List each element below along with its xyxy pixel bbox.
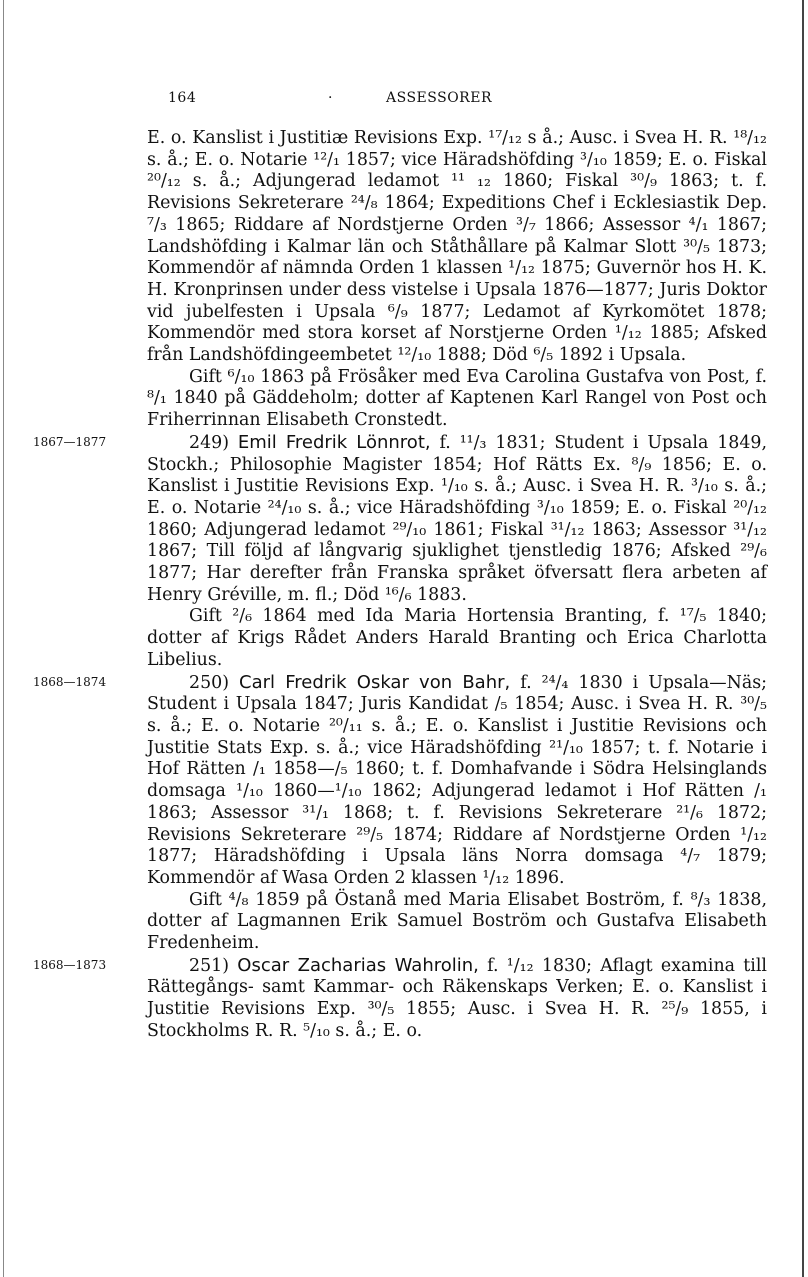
entry-249	[33, 431, 767, 607]
header-dot: ·	[328, 90, 333, 106]
continuation-marriage: Gift ⁶/₁₀ 1863 på Frösåker med Eva Carolina Gustafva von Post, f. ⁸/₁ 1840 på Gäddeholm; dotter af Kaptenen Karl Rangel von Post och Friherrinnan Elisabeth Cronstedt.	[147, 366, 767, 431]
entry-number: 251)	[189, 955, 229, 976]
entry-name: Carl Fredrik Oskar von Bahr,	[239, 671, 511, 693]
page-header	[168, 90, 588, 110]
entry-number: 250)	[189, 672, 229, 693]
entry-name: Emil Fredrik Lönnrot,	[237, 431, 431, 453]
entry-text: f. ¹¹/₃ 1831; Student i Upsala 1849, Stockh.; Philosophie Magister 1854; Hof Rätts Ex. ⁸/₉ 1856; E. o. Kanslist i Justitie Revisions Exp. ¹/₁₀ s. å.; Ausc. i Svea H. R. ³/₁₀ s. å.; E. o. Notarie ²⁴/₁₀ s. å.; vice Häradshöfding ³/₁₀ 1859; E. o. Fiskal ²⁰/₁₂ 1860; Adjungerad ledamot ²⁹/₁₀ 1861; Fiskal ³¹/₁₂ 1863; Assessor ³¹/₁₂ 1867; Till följd af långvarig sjuklighet tjenstledig 1876; Afsked ²⁹/₆ 1877; Har derefter från Franska språket öfversatt flera arbeten af Henry Gréville, m. fl.; Död ¹⁶/₆ 1883.	[147, 432, 767, 605]
page-number: 164	[168, 90, 197, 106]
entry-text: f. ¹/₁₂ 1830; Aflagt examina till Rättegångs- samt Kammar- och Räkenskaps Verken; E. o. Kanslist i Justitie Revisions Exp. ³⁰/₅ 1855; Ausc. i Svea H. R. ²⁵/₉ 1855, i Stockholms R. R. ⁵/₁₀ s. å.; E. o.	[147, 955, 767, 1041]
entry-251	[33, 954, 767, 1043]
body-text	[33, 128, 767, 1043]
entry-number: 249)	[189, 432, 229, 453]
entry-years: 1867—1877	[33, 434, 107, 449]
entry-years: 1868—1873	[33, 957, 107, 972]
entry-text: f. ²⁴/₄ 1830 i Upsala—Näs; Student i Upsala 1847; Juris Kandidat /₅ 1854; Ausc. i Svea H. R. ³⁰/₅ s. å.; E. o. Notarie ²⁰/₁₁ s. å.; E. o. Kanslist i Justitie Revisions och Justitie Stats Exp. s. å.; vice Häradshöfding ²¹/₁₀ 1857; t. f. Notarie i Hof Rätten /₁ 1858—/₅ 1860; t. f. Domhafvande i Södra Helsinglands domsaga ¹/₁₀ 1860—¹/₁₀ 1862; Adjungerad ledamot i Hof Rätten /₁ 1863; Assessor ³¹/₁ 1868; t. f. Revisions Sekreterare ²¹/₆ 1872; Revisions Sekreterare ²⁹/₅ 1874; Riddare af Nordstjerne Orden ¹/₁₂ 1877; Häradshöfding i Upsala läns Norra domsaga ⁴/₇ 1879; Kommendör af Wasa Orden 2 klassen ¹/₁₂ 1896.	[147, 672, 767, 888]
entry-years: 1868—1874	[33, 674, 107, 689]
continuation-paragraph: E. o. Kanslist i Justitiæ Revisions Exp. ¹⁷/₁₂ s å.; Ausc. i Svea H. R. ¹⁸/₁₂ s. å.; E. o. Notarie ¹²/₁ 1857; vice Häradshöfding ³/₁₀ 1859; E. o. Fiskal ²⁰/₁₂ s. å.; Adjungerad ledamot ¹¹ ₁₂ 1860; Fiskal ³⁰/₉ 1863; t. f. Revisions Sekreterare ²⁴/₈ 1864; Expeditions Chef i Ecklesiastik Dep. ⁷/₃ 1865; Riddare af Nordstjerne Orden ³/₇ 1866; Assessor ⁴/₁ 1867; Landshöfding i Kalmar län och Ståthållare på Kalmar Slott ³⁰/₅ 1873; Kommendör af nämnda Orden 1 klassen ¹/₁₂ 1875; Guvernör hos H. K. H. Kronprinsen under dess vistelse i Upsala 1876—1877; Juris Doktor vid jubelfesten i Upsala ⁶/₉ 1877; Ledamot af Kyrkomötet 1878; Kommendör med stora korset af Norstjerne Orden ¹/₁₂ 1885; Afsked från Landshöfdingeembetet ¹²/₁₀ 1888; Död ⁶/₅ 1892 i Upsala.	[147, 128, 767, 366]
scan-edge-left	[3, 0, 4, 1277]
entry-250	[33, 671, 767, 890]
entry-name: Oscar Zacharias Wahrolin,	[237, 954, 479, 976]
entry-249-marriage: Gift ²/₆ 1864 med Ida Maria Hortensia Branting, f. ¹⁷/₅ 1840; dotter af Krigs Rådet Anders Harald Branting och Erica Charlotta Libelius.	[147, 606, 767, 670]
scan-edge-right	[802, 0, 804, 1277]
running-head: ASSESSORER	[386, 90, 492, 106]
entry-250-marriage: Gift ⁴/₈ 1859 på Östanå med Maria Elisabet Boström, f. ⁸/₃ 1838, dotter af Lagmannen Erik Samuel Boström och Gustafva Elisabeth Fredenheim.	[147, 889, 767, 954]
